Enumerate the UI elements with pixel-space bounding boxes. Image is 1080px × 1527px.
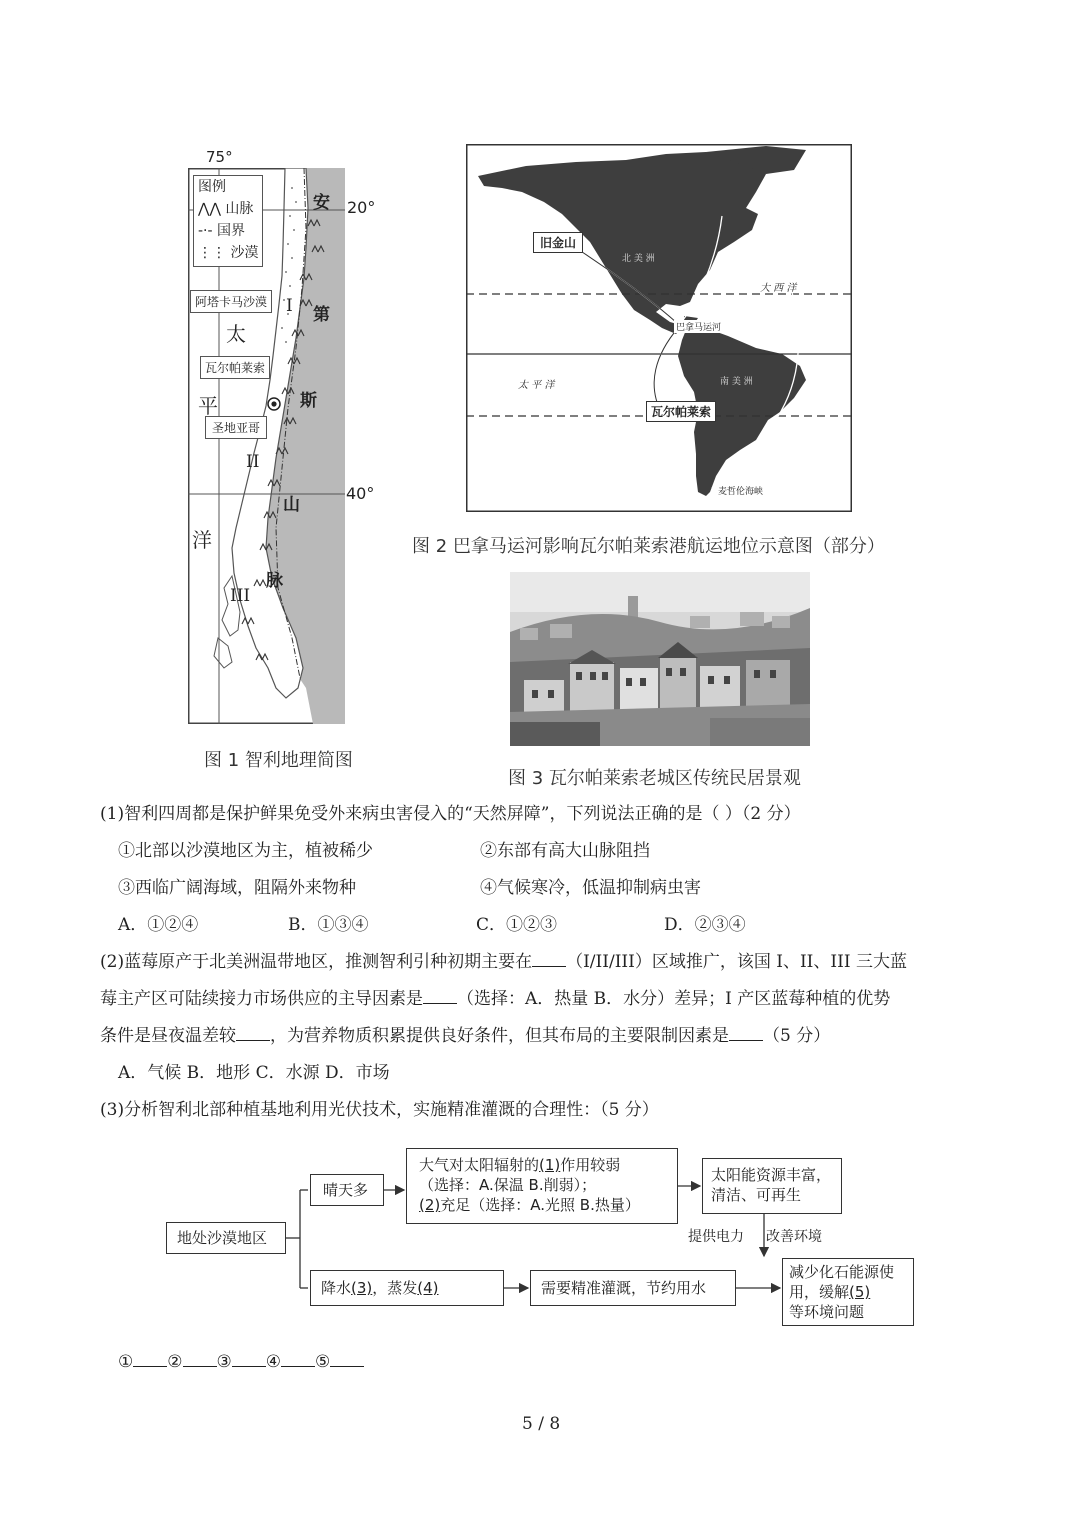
q1-stem: (1)智利四周都是保护鲜果免受外来病虫害侵入的“天然屏障”，下列说法正确的是（ ）（2 分） bbox=[100, 804, 801, 824]
answer-slot-5[interactable]: (5) bbox=[849, 1283, 871, 1301]
box-solar-line2: 清洁、可再生 bbox=[711, 1186, 802, 1204]
mountain-icon: ⋀⋀ bbox=[198, 201, 221, 217]
page-number: 5 / 8 bbox=[522, 1414, 561, 1434]
q3-answer-line bbox=[118, 1344, 364, 1381]
box-fossil-l2a: 用，缓解 bbox=[789, 1283, 850, 1301]
label-magellan: 麦哲伦海峡 bbox=[716, 484, 765, 497]
lat20-label: 20° bbox=[347, 198, 376, 217]
region-2: II bbox=[246, 452, 260, 472]
ans-blank-2[interactable] bbox=[183, 1352, 217, 1367]
ocean-char-2: 平 bbox=[198, 394, 218, 418]
q1-opt1: ①北部以沙漠地区为主，植被稀少 bbox=[118, 841, 373, 861]
q1-choice-a[interactable]: A．①②④ bbox=[118, 915, 199, 935]
q1-choice-d[interactable]: D．②③④ bbox=[664, 915, 746, 935]
q2-line3-b: ，为营养物质积累提供良好条件，但其布局的主要限制因素是 bbox=[270, 1026, 729, 1046]
ans-label-5: ⑤ bbox=[315, 1352, 331, 1372]
box-atmosphere-line2: （选择：A.保温 B.削弱）； bbox=[419, 1176, 597, 1194]
andes-char-1: 安 bbox=[313, 193, 330, 213]
q1-opt2: ②东部有高大山脉阻挡 bbox=[480, 841, 650, 861]
legend-desert: 沙漠 bbox=[230, 245, 259, 261]
q2-line2-b: （选择：A．热量 B．水分）差异；I 产区蓝莓种植的优势 bbox=[457, 989, 891, 1009]
box-fossil bbox=[782, 1258, 914, 1326]
ocean-char-1: 太 bbox=[226, 322, 246, 346]
ans-label-2: ② bbox=[167, 1352, 183, 1372]
label-south-america: 南 美 洲 bbox=[720, 377, 753, 387]
ans-label-4: ④ bbox=[265, 1352, 281, 1372]
q1-choice-b[interactable]: B．①③④ bbox=[288, 915, 369, 935]
legend-border: 国界 bbox=[217, 223, 246, 239]
answer-slot-3[interactable]: (3) bbox=[351, 1279, 373, 1297]
box-atmosphere-line3 bbox=[419, 1195, 677, 1215]
q2-line3-a: 条件是昼夜温差较 bbox=[100, 1026, 236, 1046]
box-atmosphere-line1 bbox=[419, 1155, 677, 1175]
label-sf: 旧金山 bbox=[533, 232, 583, 253]
answer-slot-1[interactable]: (1) bbox=[539, 1156, 561, 1174]
label-valparaiso-fig1: 瓦尔帕莱索 bbox=[200, 356, 270, 379]
ans-label-1: ① bbox=[118, 1352, 134, 1372]
box-atmosphere-l1a: 大气对太阳辐射的 bbox=[419, 1156, 540, 1174]
answer-slot-4[interactable]: (4) bbox=[417, 1279, 439, 1297]
legend-title: 图例 bbox=[198, 179, 226, 195]
q2-line3-c: （5 分） bbox=[763, 1026, 831, 1046]
box-fossil-line1: 减少化石能源使 bbox=[789, 1263, 895, 1281]
lon-label: 75° bbox=[206, 148, 233, 166]
region-3: III bbox=[230, 586, 251, 606]
box-precipitation bbox=[310, 1270, 504, 1306]
answer-slot-2[interactable]: (2) bbox=[419, 1196, 441, 1214]
q3-stem: (3)分析智利北部种植基地利用光伏技术，实施精准灌溉的合理性：（5 分） bbox=[100, 1100, 659, 1120]
figure1-caption: 图 1 智利地理简图 bbox=[204, 750, 353, 771]
q2-options: A．气候 B．地形 C．水源 D．市场 bbox=[118, 1063, 390, 1083]
box-irrigation: 需要精准灌溉，节约用水 bbox=[530, 1270, 736, 1306]
box-atmosphere-l1c: 作用较弱 bbox=[560, 1156, 621, 1174]
andes-char-3: 斯 bbox=[300, 391, 317, 411]
box-atmosphere-l3b: 充足（选择：A.光照 B.热量） bbox=[440, 1196, 640, 1214]
q2-line1-b: （I/II/III）区域推广，该国 I、II、III 三大蓝 bbox=[566, 952, 907, 972]
ans-blank-5[interactable] bbox=[330, 1352, 364, 1367]
label-provide-power: 提供电力 bbox=[688, 1229, 744, 1245]
label-pacific: 太 平 洋 bbox=[518, 380, 555, 391]
label-panama: 巴拿马运河 bbox=[674, 320, 723, 333]
label-santiago: 圣地亚哥 bbox=[205, 416, 267, 439]
box-fossil-line3: 等环境问题 bbox=[789, 1303, 865, 1321]
ans-blank-4[interactable] bbox=[281, 1352, 315, 1367]
box-solar bbox=[702, 1158, 842, 1214]
legend-mountain: 山脉 bbox=[225, 201, 254, 217]
figure3-caption: 图 3 瓦尔帕莱索老城区传统民居景观 bbox=[508, 768, 801, 789]
label-north-america: 北 美 洲 bbox=[622, 254, 655, 264]
label-valparaiso-fig2: 瓦尔帕莱索 bbox=[646, 401, 716, 422]
box-solar-line1: 太阳能资源丰富， bbox=[711, 1166, 832, 1184]
ans-label-3: ③ bbox=[216, 1352, 232, 1372]
figure2-caption: 图 2 巴拿马运河影响瓦尔帕莱索港航运地位示意图（部分） bbox=[412, 536, 885, 557]
label-improve-env: 改善环境 bbox=[766, 1229, 822, 1245]
region-1: I bbox=[286, 296, 293, 316]
andes-char-5: 脉 bbox=[266, 571, 283, 591]
q1-choice-c[interactable]: C．①②③ bbox=[476, 915, 558, 935]
q2-line1-a: (2)蓝莓原产于北美洲温带地区，推测智利引种初期主要在 bbox=[100, 952, 533, 972]
ans-blank-3[interactable] bbox=[232, 1352, 266, 1367]
desert-dots-icon: ⋮⋮ bbox=[198, 245, 226, 261]
box-precip-a: 降水 bbox=[321, 1279, 352, 1297]
q1-opt3: ③西临广阔海域，阻隔外来物种 bbox=[118, 878, 356, 898]
label-atlantic: 大 西 洋 bbox=[760, 283, 797, 294]
border-line-icon: -·- bbox=[198, 223, 213, 239]
lat40-label: 40° bbox=[346, 484, 375, 503]
box-desert: 地处沙漠地区 bbox=[166, 1222, 286, 1254]
andes-char-2: 第 bbox=[313, 305, 330, 325]
box-atmosphere bbox=[406, 1148, 678, 1224]
box-fossil-line2 bbox=[789, 1282, 913, 1302]
ocean-char-3: 洋 bbox=[192, 528, 212, 552]
ans-blank-1[interactable] bbox=[133, 1352, 167, 1367]
label-atacama: 阿塔卡马沙漠 bbox=[190, 290, 272, 313]
q1-opt4: ④气候寒冷，低温抑制病虫害 bbox=[480, 878, 701, 898]
andes-char-4: 山 bbox=[283, 495, 300, 515]
box-sunny: 晴天多 bbox=[310, 1174, 384, 1206]
q2-line2-a: 莓主产区可陆续接力市场供应的主导因素是 bbox=[100, 989, 423, 1009]
box-precip-c: ，蒸发 bbox=[372, 1279, 418, 1297]
